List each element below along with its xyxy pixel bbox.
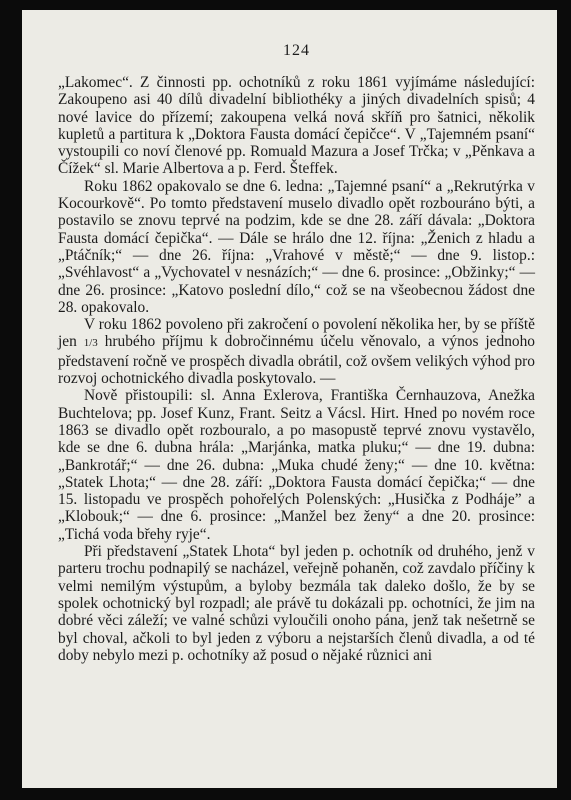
paragraph-1: „Lakomec“. Z činnosti pp. ochotníků z roku 1861 vyjímáme následující: Zakoupeno asi 40 dílů divadelní bibliothéky a jiných divadelních spisů; 4 nové lavice do přízemí; zakoupena velká nová skříň pro šatnici, několik kupletů a partitura k „Doktora Fausta domácí čepičce“. V „Tajemném psaní“ vystoupili co noví členové pp. Romuald Mazura a Josef Trčka; v „Pěnkava a Čížek“ sl. Marie Albertova a p. Ferd. Šteffek. xyxy=(58,74,535,178)
paragraph-3 xyxy=(58,316,535,387)
paragraph-3-text-before: V roku 1862 povoleno při zakročení o povolení několika her, by se příště jen xyxy=(58,316,535,351)
book-page xyxy=(22,10,557,788)
paragraph-4: Nově přistoupili: sl. Anna Exlerova, Františka Černhauzova, Anežka Buchtelova; pp. Josef Kunz, Frant. Seitz a Vácsl. Hirt. Hned po novém roce 1863 se divadlo opět rozbouralo, a po masopustě teprvé znovu vystavělo, kde se dne 6. dubna hrála: „Marjánka, matka pluku;“ — dne 19. dubna: „Bankrotář;“ — dne 26. dubna: „Muka chudé ženy;“ — dne 10. května: „Statek Lhota;“ — dne 28. září: „Doktora Fausta domácí čepička;“ — dne 15. listopadu ve prospěch pohořelých Polenských: „Husička z Podhájeˮ a „Klobouk;“ — dne 6. prosince: „Manžel bez ženy“ a dne 20. prosince: „Tichá voda břehy ryje“. xyxy=(58,387,535,543)
paragraph-2: Roku 1862 opakovalo se dne 6. ledna: „Tajemné psaní“ a „Rekrutýrka v Kocourkově“. Po tomto představení muselo divadlo opět rozbouráno býti, a postavilo se znovu teprvé na podzim, kde se dne 28. září dávala: „Doktora Fausta domácí čepička“. — Dále se hrálo dne 12. října: „Ženich z hladu a „Ptáčník;“ — dne 26. října: „Vrahové v městě;“ — dne 9. listop.: „Svéhlavost“ a „Vychovatel v nesnázích;“ — dne 6. prosince: „Obžinky;“ — dne 26. prosince: „Katovo poslední dílo,“ což se na všeobecnou žádost dne 28. opakovalo. xyxy=(58,177,535,316)
page-number: 124 xyxy=(283,42,310,59)
fraction-one-third: 1/3 xyxy=(83,337,98,350)
paragraph-5: Při představení „Statek Lhota“ byl jeden p. ochotník od druhého, jenž v parteru trochu podnapilý se nacházel, veřejně pohaněn, což zavdalo příčiny k velmi nemilým výstupům, a byloby bezmála tak daleko došlo, že by se spolek ochotnický byl rozpadl; ale právě tu dokázali pp. ochotníci, že jim na dobré věci záleží; ve valné schůzi vyloučili onoho pána, jenž tak nešetrně se byl choval, ačkoli to byl jeden z výboru a nejstarších členů divadla, a od té doby nebylo mezi p. ochotníky až posud o nějaké různici ani xyxy=(58,543,535,664)
page-body xyxy=(58,74,535,664)
paragraph-3-text-after: hrubého příjmu k dobročinnému účelu věnovalo, a výnos jednoho představení ročně ve prospěch divadla obrátil, což ovšem velikých výhod pro rozvoj ochotnického divadla poskytovalo. — xyxy=(58,333,535,388)
